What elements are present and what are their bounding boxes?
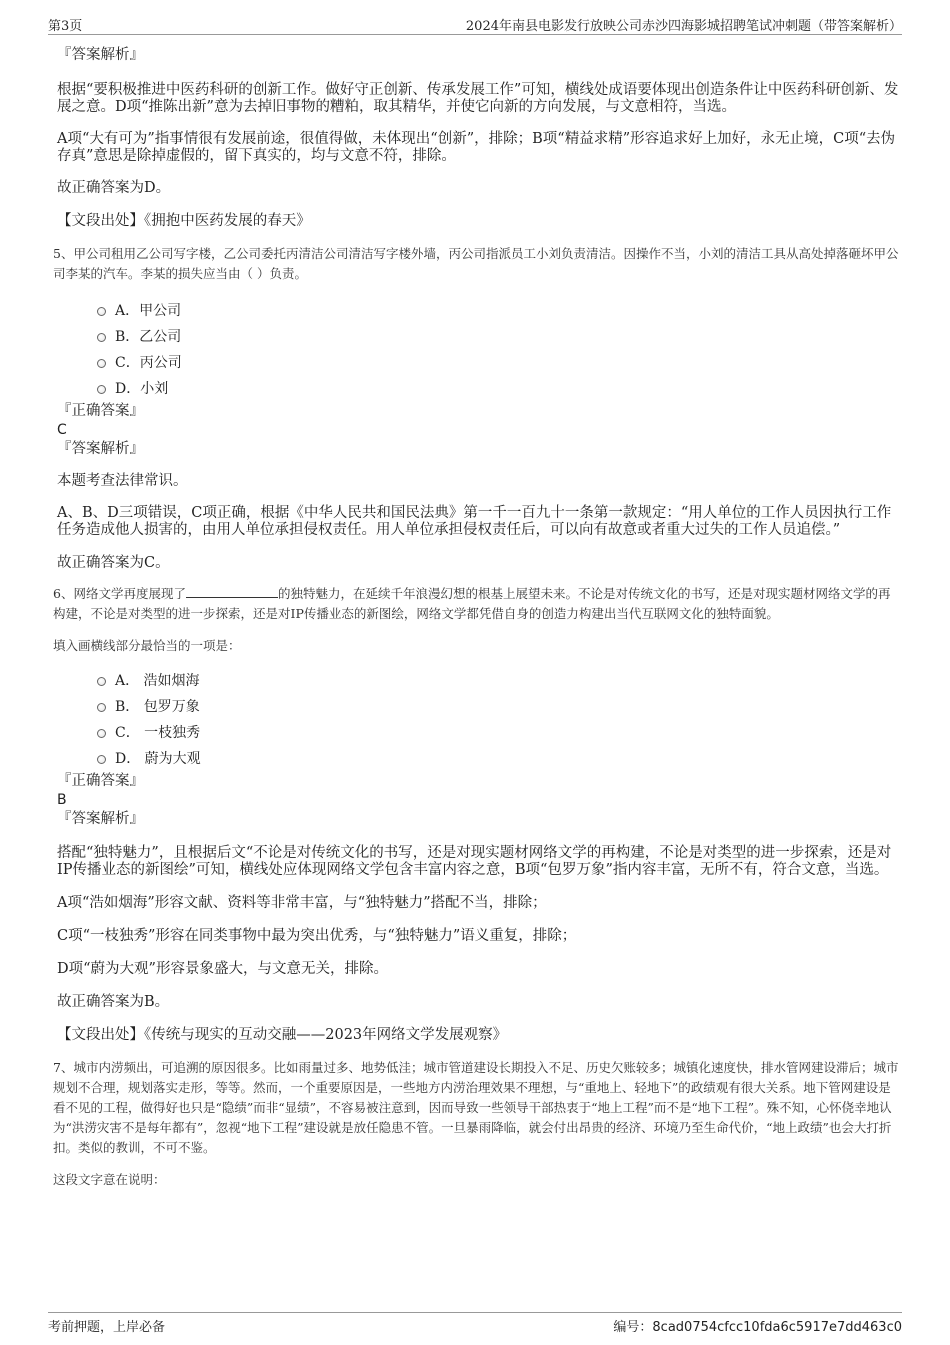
question-prompt: 填入画横线部分最恰当的一项是：: [53, 638, 241, 653]
option-label: A．甲公司: [115, 303, 182, 319]
page-footer: [48, 1312, 902, 1335]
option-a[interactable]: [97, 670, 902, 696]
option-label: A． 浩如烟海: [115, 673, 200, 689]
radio-icon[interactable]: [97, 307, 106, 316]
option-label: B． 包罗万象: [115, 699, 200, 715]
analysis-paragraph: A项“浩如烟海”形容文献、资料等非常丰富，与“独特魅力”搭配不当，排除；: [57, 895, 547, 911]
analysis-paragraph: 搭配“独特魅力”，且根据后文“不论是对传统文化的书写，还是对现实题材网络文学的再构建，不论是对类型的进一步探索，还是对IP传播业态的新图绘”可知，横线处应体现网络文学包含丰富内容之意，B项“包罗万象”指内容丰富，无所不有，符合文意，当选。: [57, 845, 892, 878]
page-header: [48, 12, 902, 35]
analysis-paragraph: 故正确答案为B。: [57, 994, 170, 1010]
analysis-paragraph: 故正确答案为C。: [57, 555, 170, 571]
option-label: D．小刘: [115, 381, 169, 397]
radio-icon[interactable]: [97, 755, 106, 764]
radio-icon[interactable]: [97, 333, 106, 342]
correct-answer-label: 『正确答案』: [57, 403, 144, 419]
analysis-label: 『答案解析』: [57, 47, 144, 63]
question-stem: 5、甲公司租用乙公司写字楼，乙公司委托丙清洁公司清洁写字楼外墙，丙公司指派员工小刘负责清洁。因操作不当，小刘的清洁工具从高处掉落砸坏甲公司李某的汽车。李某的损失应当由（ ）负责。: [53, 246, 899, 281]
option-d[interactable]: [97, 378, 902, 404]
option-list: [57, 670, 902, 774]
option-b[interactable]: [97, 696, 902, 722]
analysis-paragraph: 故正确答案为D。: [57, 180, 171, 196]
footer-note: 考前押题，上岸必备: [48, 1320, 166, 1335]
option-label: C．丙公司: [115, 355, 182, 371]
document-code: [613, 1316, 902, 1335]
analysis-paragraph: 根据“要积极推进中医药科研的创新工作。做好守正创新、传承发展工作”可知，横线处成语要体现出创造条件让中医药科研创新、发展之意。D项“推陈出新”意为去掉旧事物的糟粕，取其精华，并使它向新的方向发展，与文意相符，当选。: [57, 82, 899, 115]
page-content: [53, 44, 902, 1190]
radio-icon[interactable]: [97, 677, 106, 686]
radio-icon[interactable]: [97, 385, 106, 394]
option-b[interactable]: [97, 326, 902, 352]
analysis-label: 『答案解析』: [57, 811, 144, 827]
analysis-paragraph: C项“一枝独秀”形容在同类事物中最为突出优秀，与“独特魅力”语义重复，排除；: [57, 928, 577, 944]
radio-icon[interactable]: [97, 359, 106, 368]
option-a[interactable]: [97, 300, 902, 326]
option-label: B．乙公司: [115, 329, 182, 345]
correct-answer-label: 『正确答案』: [57, 773, 144, 789]
fill-in-blank: [186, 585, 278, 598]
option-list: [57, 300, 902, 404]
code-label: 编号：: [613, 1320, 653, 1335]
document-title: 2024年南县电影发行放映公司赤沙四海影城招聘笔试冲刺题（带答案解析）: [465, 19, 902, 34]
option-c[interactable]: [97, 352, 902, 378]
option-label: C． 一枝独秀: [115, 725, 201, 741]
radio-icon[interactable]: [97, 703, 106, 712]
analysis-paragraph: D项“蔚为大观”形容景象盛大，与文意无关，排除。: [57, 961, 388, 977]
page-number: 第3页: [48, 19, 83, 34]
analysis-label: 『答案解析』: [57, 441, 144, 457]
analysis-paragraph: 本题考查法律常识。: [57, 473, 188, 489]
source-citation: 【文段出处】《传统与现实的互动交融——2023年网络文学发展观察》: [57, 1027, 508, 1043]
stem-text: 6、网络文学再度展现了: [53, 586, 186, 601]
question-stem: 7、城市内涝频出，可追溯的原因很多。比如雨量过多、地势低洼；城市管道建设长期投入不足、历史欠账较多；城镇化速度快，排水管网建设滞后；城市规划不合理，规划落实走形，等等。然而，一个重要原因是，一些地方内涝治理效果不理想，与“重地上、轻地下”的政绩观有很大关系。地下管网建设是看不见的工程，做得好也只是“隐绩”而非“显绩”，不容易被注意到，因而导致一些领导干部热衷于“地上工程”而不是“地下工程”。殊不知，心怀侥幸地认为“洪涝灾害不是每年都有”，忽视“地下工程”建设就是放任隐患不管。一旦暴雨降临，就会付出昂贵的经济、环境乃至生命代价，“地上政绩”也会大打折扣。类似的教训，不可不鉴。: [53, 1060, 899, 1155]
option-d[interactable]: [97, 748, 902, 774]
analysis-paragraph: A、B、D三项错误，C项正确，根据《中华人民共和国民法典》第一千一百九十一条第一款规定：“用人单位的工作人员因执行工作任务造成他人损害的，由用人单位承担侵权责任。用人单位承担侵权责任后，可以向有故意或者重大过失的工作人员追偿。”: [57, 505, 892, 538]
option-label: D． 蔚为大观: [115, 751, 201, 767]
correct-answer: C: [57, 422, 67, 438]
stem-text: 的独特魅力，在延续千年浪漫幻想的根基上展望未来。不论是对传统文化的书写，还是对现实题材网络文学的再构建，不论是对类型的进一步探索，还是对IP传播业态的新图绘，网络文学都凭借自身的创造力构建出当代互联网文化的独特面貌。: [53, 586, 891, 621]
code-value: 8cad0754cfcc10fda6c5917e7dd463c0: [652, 1320, 902, 1335]
correct-answer: B: [57, 792, 67, 808]
source-citation: 【文段出处】《拥抱中医药发展的春天》: [57, 213, 311, 229]
question-prompt: 这段文字意在说明：: [53, 1172, 166, 1187]
radio-icon[interactable]: [97, 729, 106, 738]
analysis-paragraph: A项“大有可为”指事情很有发展前途，很值得做，未体现出“创新”，排除；B项“精益求精”形容追求好上加好，永无止境，C项“去伪存真”意思是除掉虚假的，留下真实的，均与文意不符，排除。: [57, 131, 896, 164]
option-c[interactable]: [97, 722, 902, 748]
question-stem: [53, 584, 902, 624]
